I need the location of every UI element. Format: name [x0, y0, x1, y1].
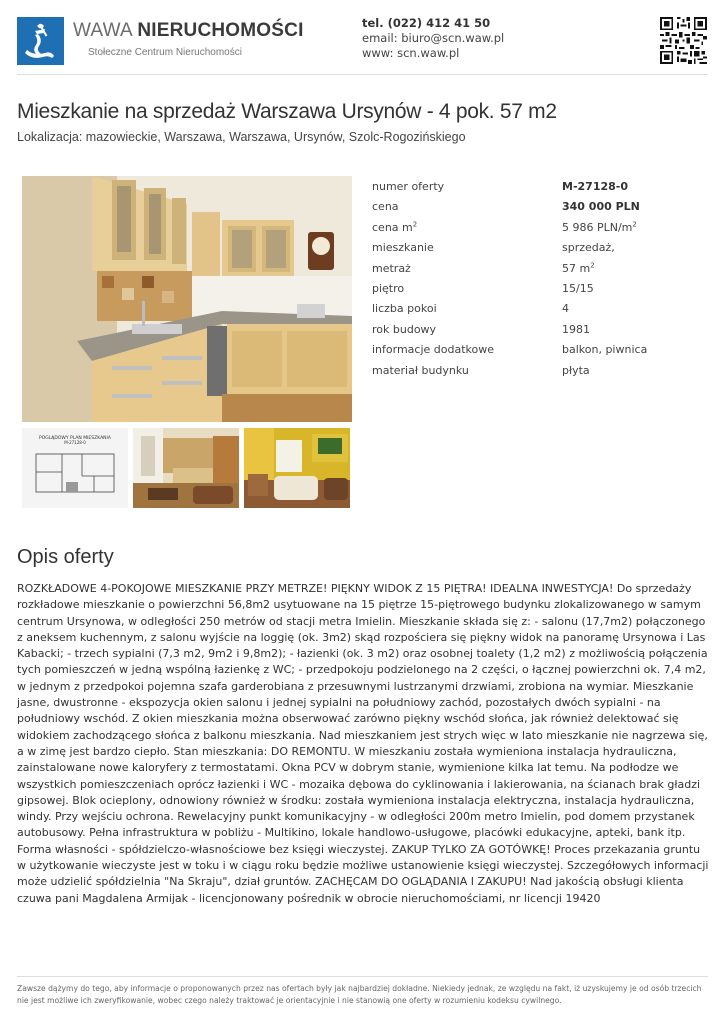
detail-key: metraż — [372, 261, 411, 275]
floorplan-label: POGLĄDOWY PLAN MIESZKANIA — [39, 436, 111, 441]
detail-value: płyta — [562, 363, 590, 377]
detail-value: 340 000 PLN — [562, 200, 640, 214]
main-photo-kitchen[interactable] — [22, 176, 352, 422]
footer-disclaimer: Zawsze dążymy do tego, aby informacje o proponowanych przez nas ofertach były jak najbardziej dokładne. Niekiedy jednak, ze względu na fakt, iż uzyskujemy je od osób trzecich nie jest możliwe ich zweryfikowanie, wobec czego należy traktować je orientacyjnie i nie stanowią one oferty w rozumieniu kodeksu cywilnego. — [17, 984, 702, 1005]
detail-row — [372, 360, 712, 380]
floorplan-image — [22, 428, 128, 508]
contact-info — [362, 16, 504, 61]
living-room-photo-image — [133, 428, 239, 508]
company-logo[interactable] — [17, 17, 64, 65]
detail-row — [372, 258, 712, 278]
description-heading: Opis oferty — [17, 546, 114, 568]
detail-row — [372, 319, 712, 339]
detail-value: 4 — [562, 302, 569, 316]
mermaid-logo-icon — [17, 17, 64, 65]
detail-key: piętro — [372, 281, 405, 295]
brand-name: WAWA NIERUCHOMOŚCI — [73, 20, 304, 41]
header-divider — [17, 74, 708, 75]
detail-value: 57 $m^2$ — [562, 260, 595, 275]
page-header — [0, 0, 725, 75]
detail-key: informacje dodatkowe — [372, 343, 495, 357]
detail-key: numer oferty — [372, 180, 445, 193]
brand-tagline: Stołeczne Centrum Nieruchomości — [88, 47, 242, 58]
detail-row — [372, 278, 712, 298]
details-table — [372, 176, 712, 380]
kitchen-photo-image — [22, 176, 352, 422]
detail-key: mieszkanie — [372, 241, 434, 255]
thumbnail-yellow-room[interactable] — [244, 428, 350, 508]
detail-row — [372, 217, 712, 237]
detail-row — [372, 237, 712, 257]
detail-key: cena — [372, 200, 399, 214]
detail-row — [372, 339, 712, 359]
website-address[interactable]: www: scn.waw.pl — [362, 46, 460, 60]
detail-key: materiał budynku — [372, 363, 469, 377]
phone-number[interactable]: tel. (022) 412 41 50 — [362, 16, 491, 30]
thumbnail-floorplan[interactable] — [22, 428, 128, 508]
description-text: ROZKŁADOWE 4-POKOJOWE MIESZKANIE PRZY METRZE! PIĘKNY WIDOK Z 15 PIĘTRA! IDEALNA INWESTYCJA! Do sprzedaży rozkładowe mieszkanie o powierzchni 56,8m2 usytuowane na 15 piętrze 15-piętrowego budynku zlokalizowanego w samym centrum Ursynowa, w odległości 250 metrów od stacji metra Imielin. Mieszkanie składa się z: - salonu (17,7m2) połączonego z aneksem kuchennym, z salonu wyjście na loggię (ok. 3m2) skąd rozpościera się piękny widok na panoramę Ursynowa i Las Kabacki; - trzech sypialni (7,3 m2, 9m2 i 9,8m2); - łazienki (ok. 3 m2) oraz osobnej toalety (1,2 m2) z możliwością połączenia tych pomieszczeń w jedną wspólną łazienkę z WC; - przedpokoju podzielonego na 2 części, o łącznej powierzchni ok. 7,4 m2, w jednym z przedpokoi pojemna szafa garderobiana z przesuwnymi lustrzanymi drzwiami, zrobiona na wymiar. Mieszkanie jasne, dwustronne - ekspozycja okien salonu i jednej sypialni na południowy zachód, pozostałych dwóch sypialni - na południowy wschód. Z okien mieszkania można obserwować zarówno piękny wschód słońca, jak również delektować się widokiem zachodzącego słońca z balkonu mieszkania. Nad mieszkaniem jest strych więc w lato mieszkanie nie nagrzewa się, a w zimę jest bardzo ciepło. Stan mieszkania: DO REMONTU. W mieszkaniu została wymieniona instalacja hydrauliczna, zainstalowane nowe kaloryfery z termostatami. Okna PCV w dobrym stanie, wymienione kilka lat temu. Na podłodze we wszystkich pomieszczeniach oprócz łazienki i WC - mozaika dębowa do cyklinowania i lakierowania, na ścianach brak gładzi gipsowej. Blok ocieplony, odnowiony również w środku: została wymieniona instalacja elektryczna, instalacja hydrauliczna, windy. Przy wejściu ochrona. Rewelacyjny punkt komunikacyjny - w odległości 200m metro Imielin, pod domem przystanek autobusowy. Pełna infrastruktura w pobliżu - Multikino, lokale handlowo-usługowe, placówki edukacyjne, apteki, bank itp. Forma własności - spółdzielczo-własnościowe bez księgi wieczystej. ZAKUP TYLKO ZA GOTÓWKĘ! Proces przekazania gruntu w użytkowanie wieczyste jest w toku i w ciągu roku będzie możliwe ustanowienie księgi wieczystej. Szczegółowych informacji może udzielić spółdzielnia "Na Skraju", dział gruntów. ZACHĘCAM DO OGLĄDANIA I ZAKUPU! Nad jakością obsługi klienta czuwa pani Magdalena Armijak - licencjonowany pośrednik w obrocie nieruchomościami, nr licencji 19420 — [17, 582, 709, 905]
thumbnail-living-room[interactable] — [133, 428, 239, 508]
footer-divider — [17, 976, 708, 977]
detail-value: balkon, piwnica — [562, 343, 648, 357]
yellow-room-photo-image — [244, 428, 350, 508]
detail-key: cena $m^2$ — [372, 220, 418, 234]
listing-location: Lokalizacja: mazowieckie, Warszawa, Warszawa, Ursynów, Szolc-Rogozińskiego — [17, 130, 466, 144]
detail-row — [372, 176, 712, 196]
detail-value: sprzedaż, — [562, 241, 615, 255]
detail-value: 5 986 PLN/$m^2$ — [562, 220, 637, 234]
detail-row — [372, 196, 712, 216]
detail-value: M-27128-0 — [562, 180, 628, 193]
email-address[interactable]: email: biuro@scn.waw.pl — [362, 31, 505, 45]
detail-row — [372, 298, 712, 318]
listing-title: Mieszkanie na sprzedaż Warszawa Ursynów - 4 pok. 57 m2 — [17, 100, 557, 123]
floorplan-code: M-27128-0 — [64, 440, 86, 445]
qr-code-icon — [660, 17, 707, 64]
detail-value: 1981 — [562, 322, 590, 336]
detail-value: 15/15 — [562, 281, 594, 295]
detail-key: rok budowy — [372, 322, 437, 336]
detail-key: liczba pokoi — [372, 302, 437, 316]
